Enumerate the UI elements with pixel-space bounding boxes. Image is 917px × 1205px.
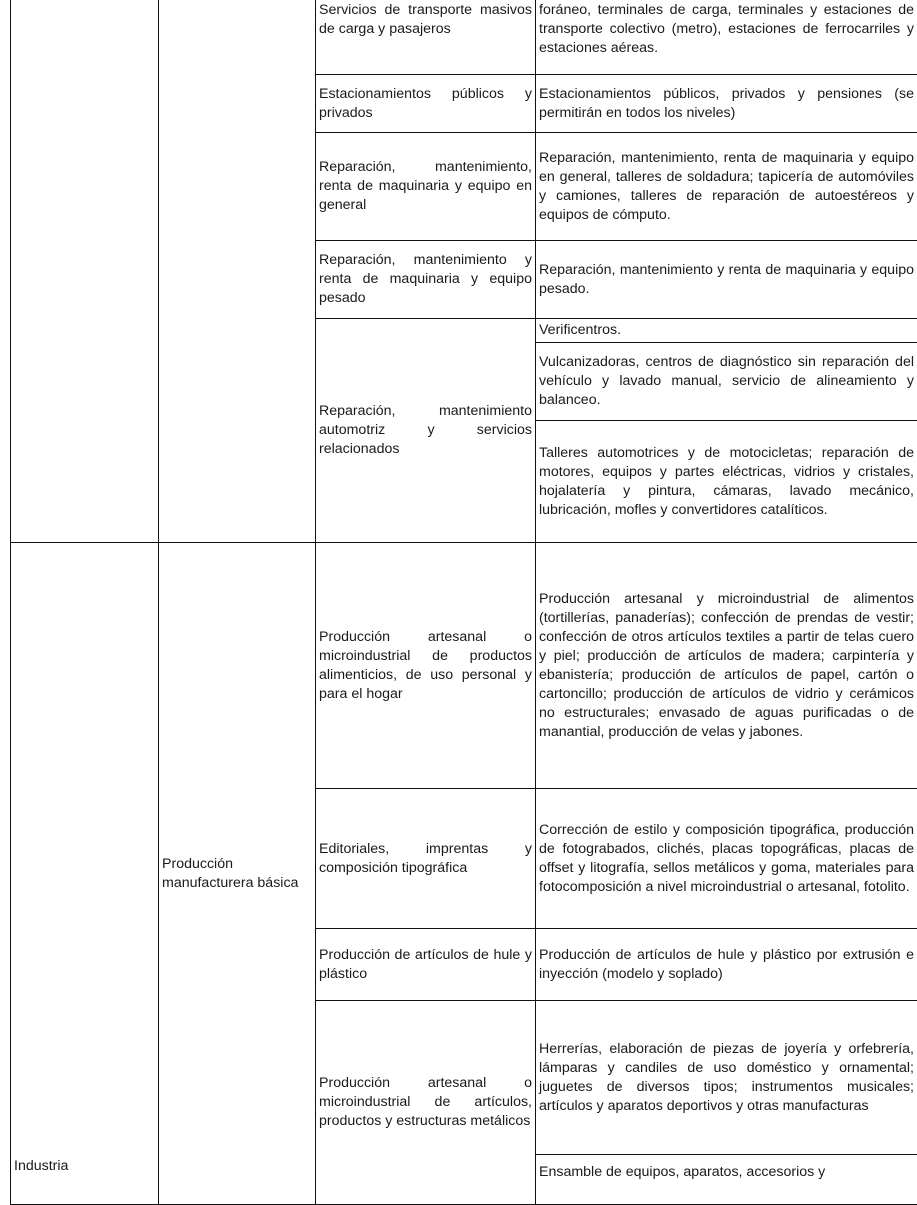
group-cell: Industria (11, 543, 159, 1205)
detail-cell: Vulcanizadoras, centros de diagnóstico sin reparación del vehículo y lavado manual, servicio de alineamiento y balanceo. (536, 343, 917, 421)
detail-cell: Herrerías, elaboración de piezas de joyería y orfebrería, lámparas y candiles de uso doméstico y ornamental; juguetes de diversos tipos; instrumentos musicales; artículos y aparatos deportivos y otras manufacturas (536, 1001, 917, 1155)
subgroup-cell: Editoriales, imprentas y composición tipográfica (316, 789, 536, 929)
group-cell-empty (11, 0, 159, 543)
detail-cell: Reparación, mantenimiento, renta de maquinaria y equipo en general, talleres de soldadura; tapicería de automóviles y camiones, talleres de reparación de autoestéreos y equipos de cómputo. (536, 133, 917, 241)
detail-cell: Producción artesanal y microindustrial de alimentos (tortillerías, panaderías); confección de prendas de vestir; confección de otros artículos textiles a partir de telas cuero y piel; producción de artículos de madera; carpintería y ebanistería; producción de artículos de papel, cartón o cartoncillo; producción de artículos de vidrio y cerámicos no estructurales; envasado de aguas purificadas o de manantial, producción de velas y jabones. (536, 543, 917, 789)
detail-cell: Talleres automotrices y de motocicletas; reparación de motores, equipos y partes eléctricas, vidrios y cristales, hojalatería y pintura, cámaras, lavado mecánico, lubricación, mofles y convertidores catalíticos. (536, 421, 917, 543)
category-cell: Producción manufacturera básica (159, 543, 316, 1205)
table-row (11, 543, 917, 789)
subgroup-cell: Producción de artículos de hule y plástico (316, 929, 536, 1001)
subgroup-cell: Reparación, mantenimiento, renta de maquinaria y equipo en general (316, 133, 536, 241)
detail-cell: Corrección de estilo y composición tipográfica, producción de fotograbados, clichés, placas topográficas, placas de offset y litografía, sellos metálicos y goma, materiales para fotocomposición a nivel microindustrial o artesanal, fotolito. (536, 789, 917, 929)
table-row (11, 0, 917, 75)
land-use-table (10, 0, 917, 1205)
subgroup-cell: Estacionamientos públicos y privados (316, 75, 536, 133)
detail-cell: foráneo, terminales de carga, terminales y estaciones de transporte colectivo (metro), estaciones de ferrocarriles y estaciones aéreas. (536, 0, 917, 75)
detail-cell: Ensamble de equipos, aparatos, accesorios y (536, 1155, 917, 1205)
detail-cell: Producción de artículos de hule y plástico por extrusión e inyección (modelo y soplado) (536, 929, 917, 1001)
detail-cell: Reparación, mantenimiento y renta de maquinaria y equipo pesado. (536, 241, 917, 319)
detail-cell: Estacionamientos públicos, privados y pensiones (se permitirán en todos los niveles) (536, 75, 917, 133)
subgroup-cell: Producción artesanal o microindustrial de productos alimenticios, de uso personal y para el hogar (316, 543, 536, 789)
detail-cell: Verificentros. (536, 319, 917, 343)
subgroup-cell: Reparación, mantenimiento y renta de maquinaria y equipo pesado (316, 241, 536, 319)
category-cell-empty (159, 0, 316, 543)
subgroup-cell: Servicios de transporte masivos de carga y pasajeros (316, 0, 536, 75)
subgroup-cell: Producción artesanal o microindustrial de artículos, productos y estructuras metálicos (316, 1001, 536, 1205)
subgroup-cell: Reparación, mantenimiento automotriz y servicios relacionados (316, 319, 536, 543)
